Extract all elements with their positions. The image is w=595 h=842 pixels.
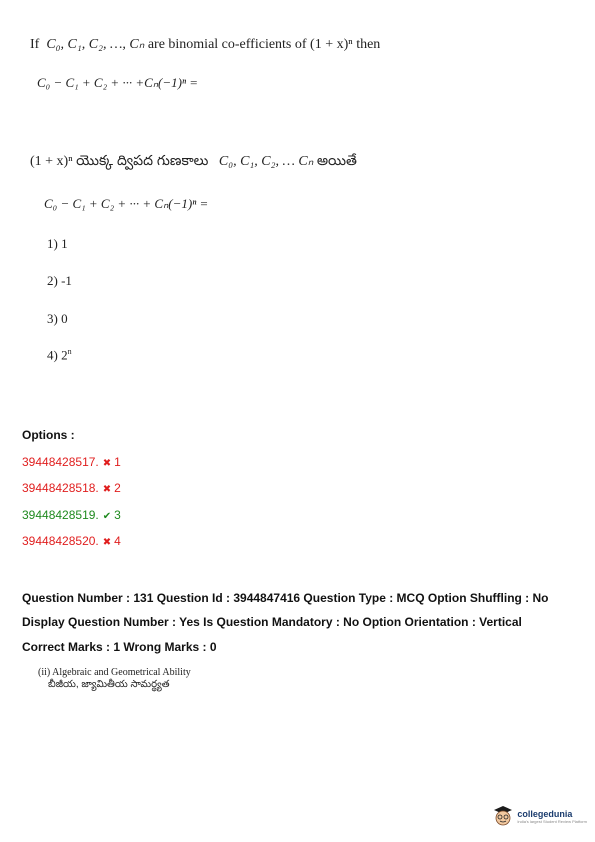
option-id: 39448428518. bbox=[22, 481, 99, 495]
meta-line-3: Correct Marks : 1 Wrong Marks : 0 bbox=[22, 640, 217, 654]
option-value: 1 bbox=[114, 455, 121, 469]
options-title: Options : bbox=[22, 428, 75, 442]
question-power: (1 + x)ⁿ bbox=[310, 37, 353, 52]
option-row bbox=[22, 534, 121, 548]
choice-4-superscript: n bbox=[67, 347, 72, 356]
telugu-text: యొక్క ద్విపద గుణకాలు bbox=[76, 152, 209, 168]
subject-telugu: బీజీయ, జ్యామితీయ సామర్థ్యత bbox=[48, 679, 170, 690]
question-suffix: then bbox=[356, 37, 381, 52]
logo-name: collegedunia bbox=[517, 808, 573, 819]
telugu-expression: C₀ − C₁ + C₂ + ··· + Cₙ(−1)ⁿ = bbox=[44, 196, 209, 211]
option-value: 4 bbox=[114, 534, 121, 548]
question-expression: C₀ − C₁ + C₂ + ··· +Cₙ(−1)ⁿ = bbox=[37, 75, 199, 90]
choice-1: 1) 1 bbox=[47, 236, 68, 251]
cross-icon: ✖ bbox=[102, 458, 112, 469]
cross-icon: ✖ bbox=[102, 484, 112, 495]
telugu-terms: C₀, C₁, C₂, … Cₙ bbox=[218, 154, 314, 169]
question-english bbox=[30, 36, 380, 53]
collegedunia-logo bbox=[491, 804, 587, 828]
check-icon: ✔ bbox=[102, 511, 112, 522]
meta-line-2: Display Question Number : Yes Is Question Mandatory : No Option Orientation : Vertical bbox=[22, 615, 522, 629]
question-prefix: If bbox=[30, 37, 40, 52]
question-telugu bbox=[30, 152, 357, 172]
option-id: 39448428520. bbox=[22, 534, 99, 548]
logo-tagline: India's largest Student Review Platform bbox=[517, 818, 587, 824]
question-middle: are binomial co-efficients of bbox=[147, 37, 307, 52]
option-id: 39448428519. bbox=[22, 508, 99, 522]
option-row bbox=[22, 455, 121, 469]
meta-line-1: Question Number : 131 Question Id : 3944847416 Question Type : MCQ Option Shuffling : No bbox=[22, 591, 549, 605]
choice-3: 3) 0 bbox=[47, 311, 68, 326]
mascot-icon bbox=[491, 804, 515, 828]
option-id: 39448428517. bbox=[22, 455, 99, 469]
choice-4: 4) 2$^n$ bbox=[47, 347, 72, 363]
option-row bbox=[22, 481, 121, 495]
cross-icon: ✖ bbox=[102, 537, 112, 548]
option-value: 3 bbox=[114, 508, 121, 522]
subject-heading bbox=[38, 667, 191, 691]
option-row bbox=[22, 508, 121, 522]
question-terms: C₀, C₁, C₂, …, Cₙ bbox=[46, 37, 145, 52]
option-value: 2 bbox=[114, 481, 121, 495]
choice-2: 2) -1 bbox=[47, 273, 72, 288]
telugu-power: (1 + x)ⁿ bbox=[30, 154, 73, 169]
telugu-suffix: అయితే bbox=[316, 152, 357, 168]
subject-english: (ii) Algebraic and Geometrical Ability bbox=[38, 667, 191, 678]
